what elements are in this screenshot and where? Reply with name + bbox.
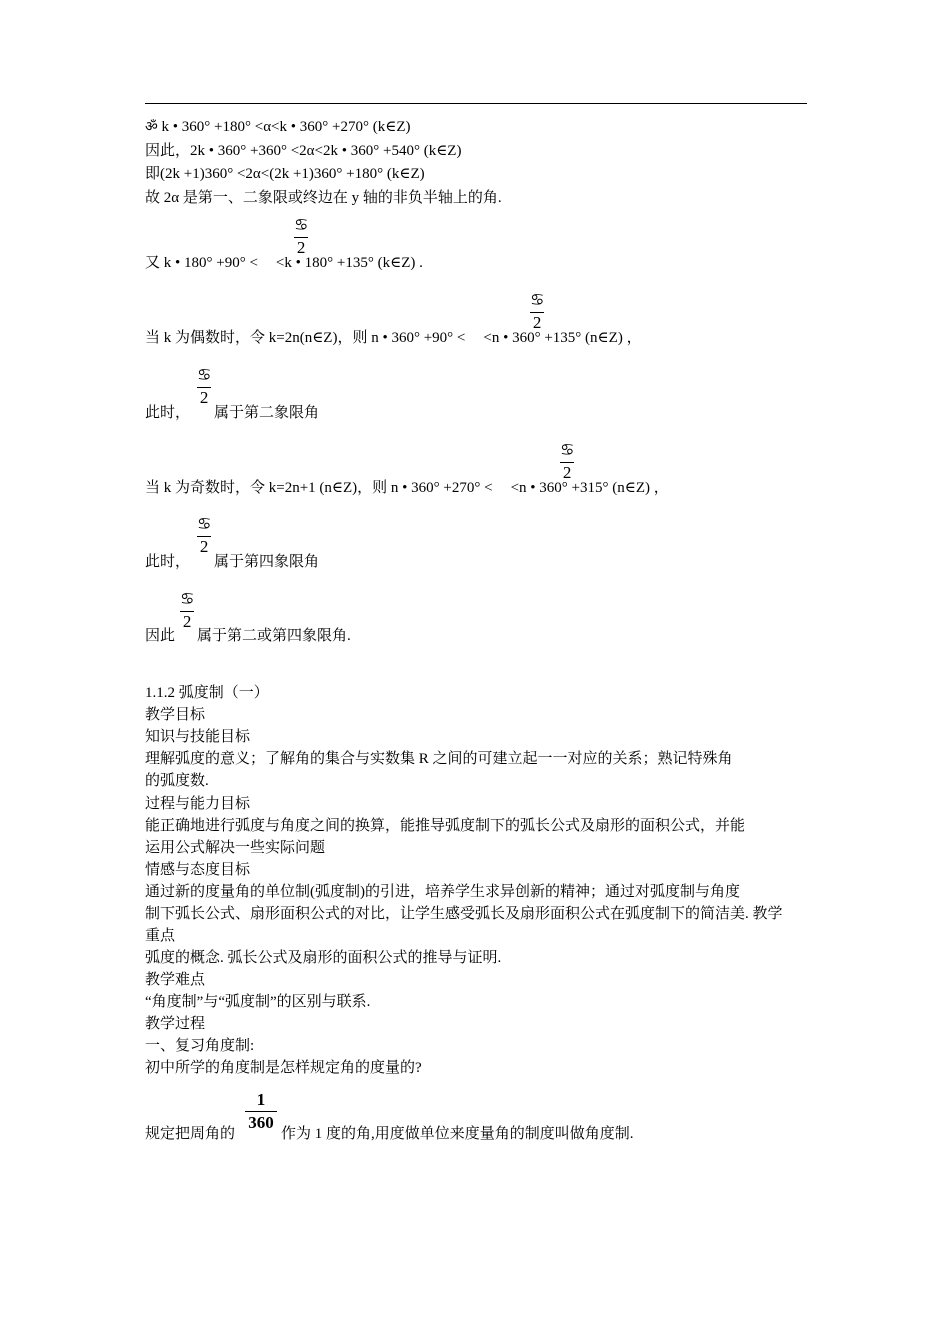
line-even-result: 此时， 属于第二象限角 [145, 405, 320, 421]
emotion-text: 通过新的度量角的单位制(弧度制)的引进，培养学生求异创新的精神；通过对弧度制与角度 [145, 884, 740, 900]
process-text-cont: 运用公式解决一些实际问题 [145, 840, 326, 856]
knowledge-heading: 知识与技能目标 [145, 729, 251, 745]
process2-heading: 教学过程 [145, 1016, 206, 1032]
line-conclusion: 因此 属于第二或第四象限角. [145, 628, 351, 644]
difficulty-text: “角度制”与“弧度制”的区别与联系. [145, 994, 371, 1010]
line-range-alpha: ॐ k • 360° +180° <α<k • 360° +270° (k∈Z) [145, 119, 411, 135]
knowledge-text-cont: 的弧度数. [145, 773, 209, 789]
om-icon: ॐ [145, 119, 158, 135]
process-text: 能正确地进行弧度与角度之间的换算，能推导弧度制下的弧长公式及扇形的面积公式，并能 [145, 818, 746, 834]
definition-line: 规定把周角的 作为 1 度的角,用度做单位来度量角的制度叫做角度制. [145, 1126, 634, 1142]
fraction-alpha-over-2: ♋ 2 [180, 589, 195, 631]
alpha-symbol: ♋ [294, 215, 309, 234]
line-range-2alpha-simplified: 即(2k +1)360° <2α<(2k +1)360° +180° (k∈Z) [145, 166, 425, 182]
emotion-heading: 情感与态度目标 [145, 862, 251, 878]
alpha-symbol: ♋ [197, 365, 212, 384]
line-2alpha-conclusion: 故 2α 是第一、二象限或终边在 y 轴的非负半轴上的角. [145, 190, 502, 206]
line-range-2alpha: 因此，2k • 360° +360° <2α<2k • 360° +540° (k∈Z) [145, 143, 462, 159]
objectives-heading: 教学目标 [145, 707, 206, 723]
key-heading: 重点 [145, 928, 176, 944]
alpha-symbol: ♋ [180, 589, 195, 608]
key-text: 弧度的概念. 弧长公式及扇形的面积公式的推导与证明. [145, 950, 502, 966]
difficulty-heading: 教学难点 [145, 972, 206, 988]
line-odd-case: 当 k 为奇数时，令 k=2n+1 (n∈Z)，则 n • 360° +270° < <n • 360° +315° (n∈Z) ， [145, 480, 669, 496]
fraction-one-over-360: 1 360 [245, 1090, 277, 1133]
fraction-alpha-over-2: ♋ 2 [197, 514, 212, 556]
alpha-symbol: ♋ [530, 290, 545, 309]
line-half-alpha-range: 又 k • 180° +90° < <k • 180° +135° (k∈Z) . [145, 255, 423, 271]
alpha-symbol: ♋ [560, 440, 575, 459]
fraction-alpha-over-2: ♋ 2 [197, 365, 212, 407]
fraction-alpha-over-2: ♋ 2 [530, 290, 545, 332]
fraction-alpha-over-2: ♋ 2 [560, 440, 575, 482]
fraction-alpha-over-2: ♋ 2 [294, 215, 309, 257]
emotion-text-cont: 制下弧长公式、扇形面积公式的对比，让学生感受弧长及扇形面积公式在弧度制下的简洁美. 教学 [145, 906, 783, 922]
review-heading: 一、复习角度制: [145, 1038, 255, 1054]
header-rule [145, 103, 807, 104]
line-odd-result: 此时， 属于第四象限角 [145, 554, 320, 570]
alpha-symbol: ♋ [197, 514, 212, 533]
review-question: 初中所学的角度制是怎样规定角的度量的? [145, 1060, 422, 1076]
fraction-bar [245, 1111, 277, 1112]
knowledge-text: 理解弧度的意义；了解角的集合与实数集 R 之间的可建立起一一对应的关系；熟记特殊角 [145, 751, 733, 767]
process-heading: 过程与能力目标 [145, 796, 251, 812]
line-even-case: 当 k 为偶数时，令 k=2n(n∈Z)，则 n • 360° +90° < <n • 360° +135° (n∈Z) ， [145, 330, 642, 346]
section-title: 1.1.2 弧度制（一） [145, 685, 269, 701]
